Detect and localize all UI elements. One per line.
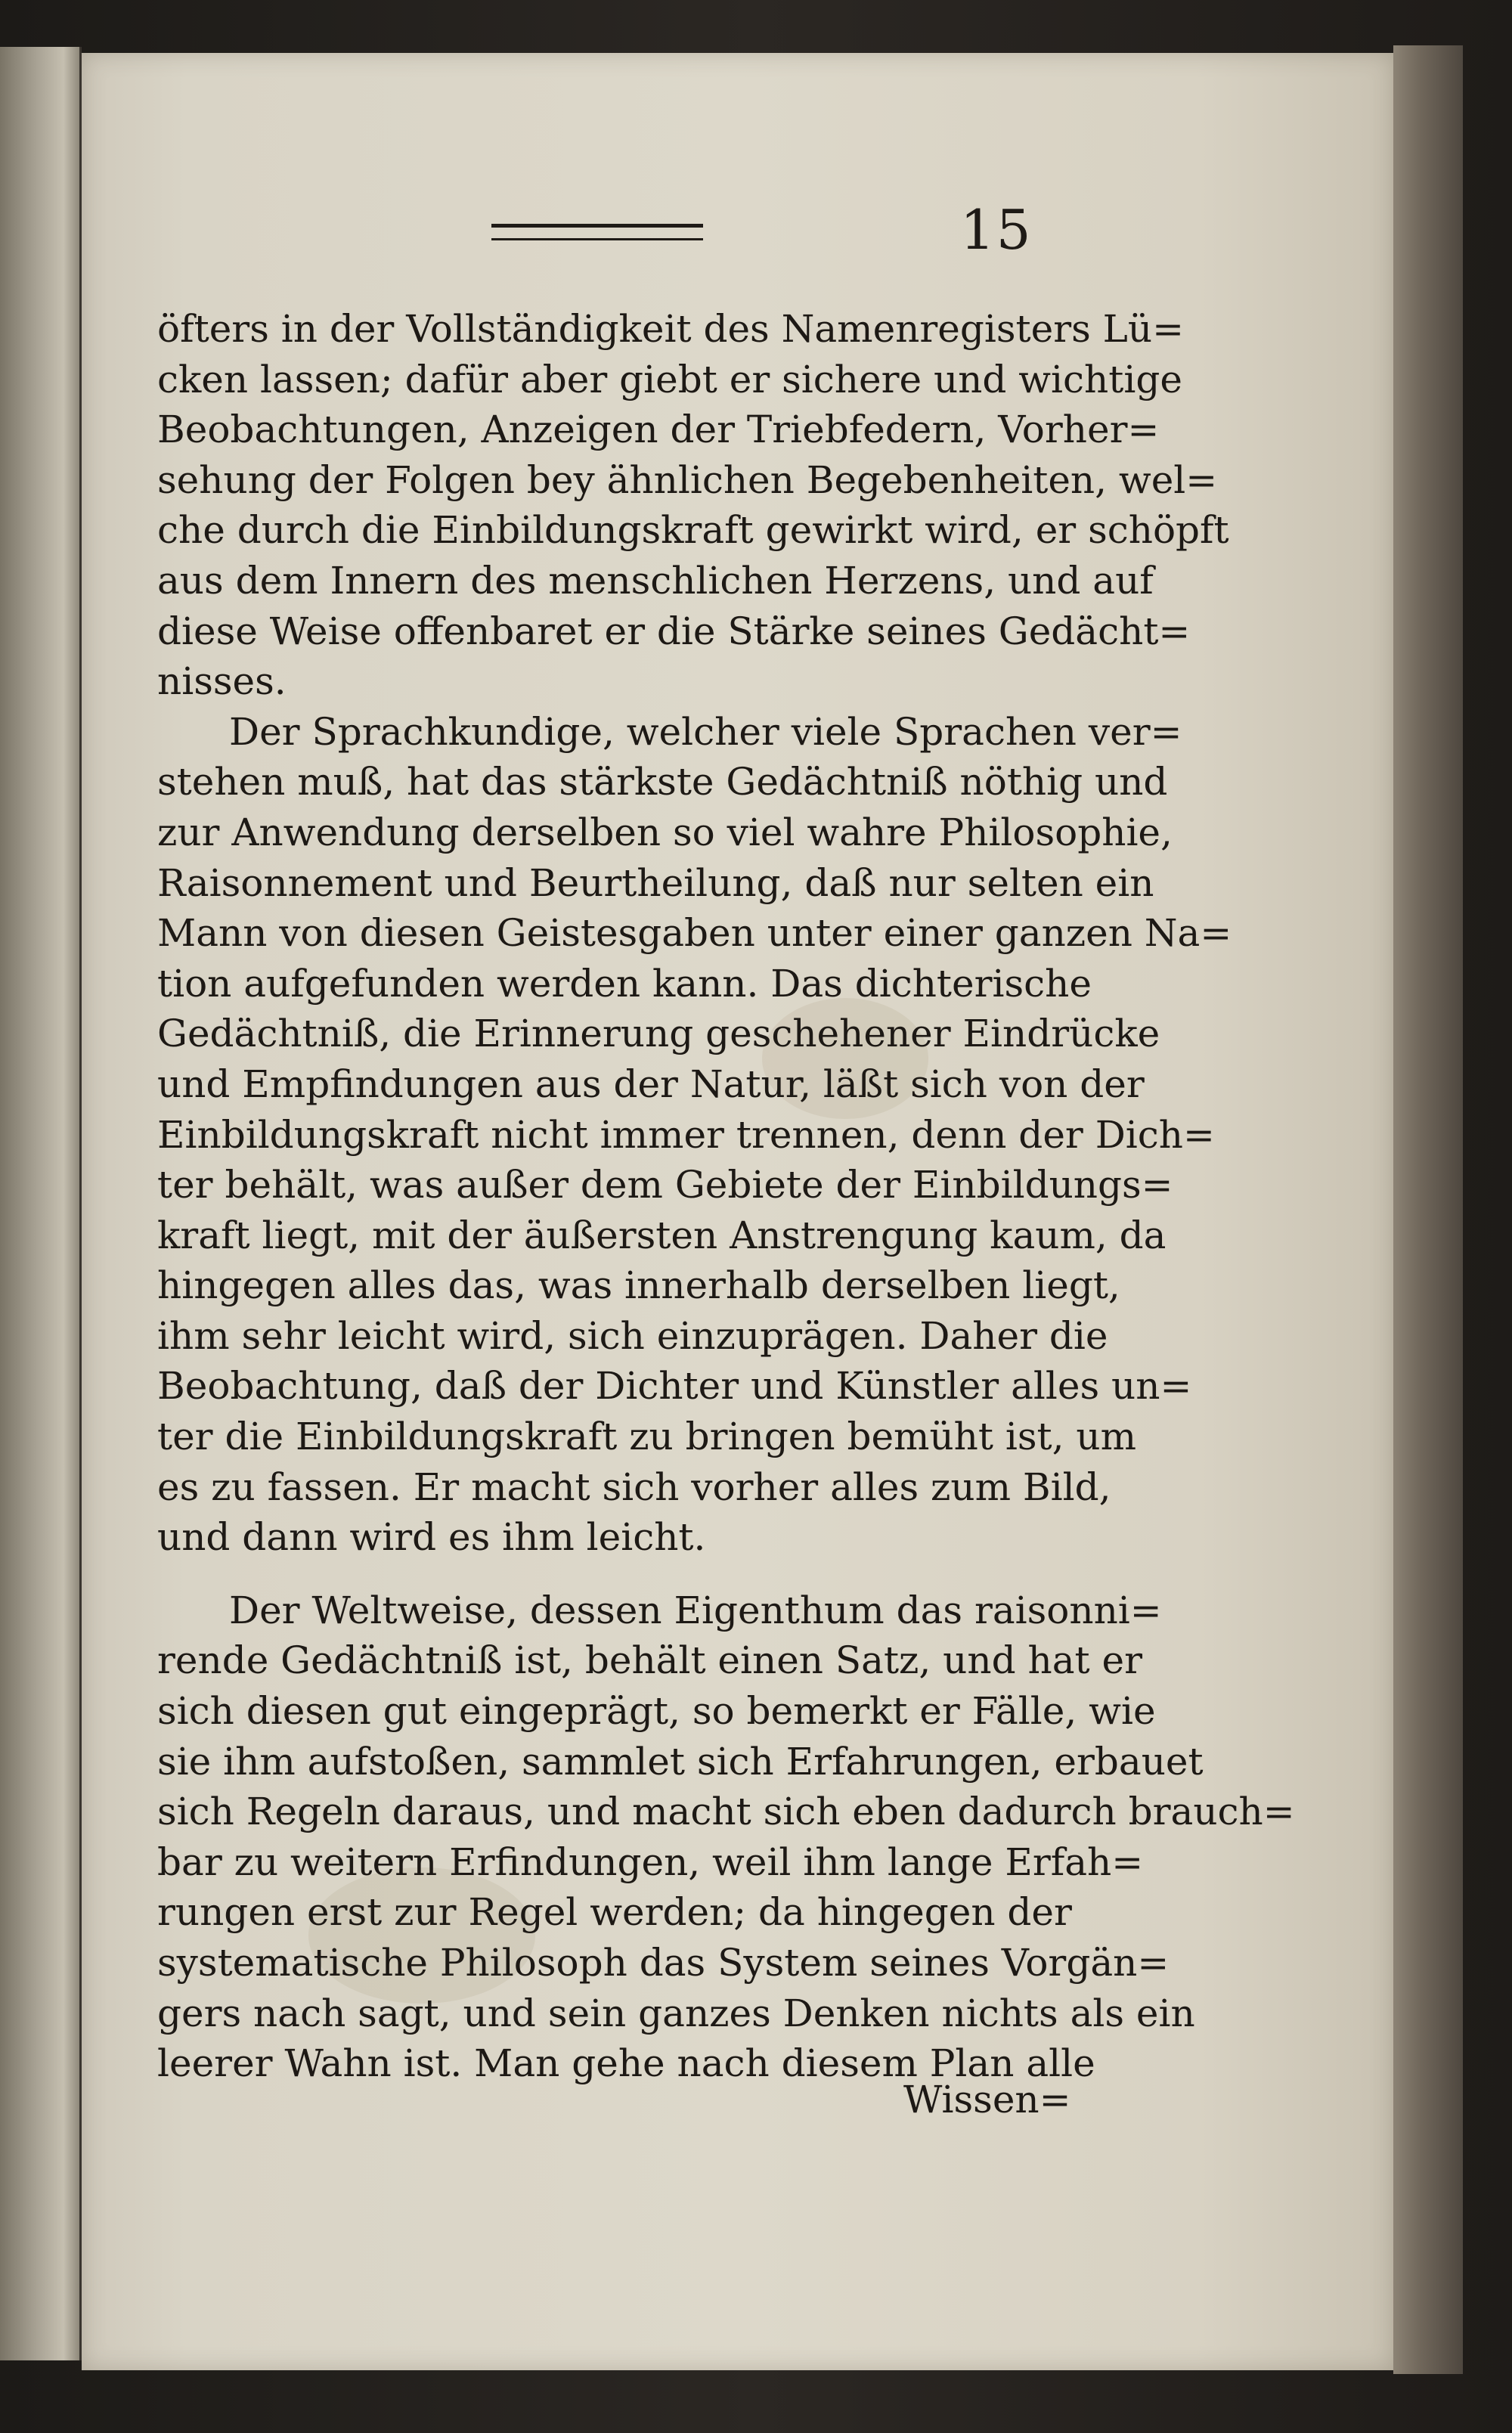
text-line: bar zu weitern Erfindungen, weil ihm lange Erfah=: [157, 1839, 1144, 1884]
text-line: kraft liegt, mit der äußersten Anstrengung kaum, da: [157, 1213, 1167, 1257]
text-line: rungen erst zur Regel werden; da hingegen der: [157, 1890, 1072, 1935]
text-line: und Empfindungen aus der Natur, läßt sich von der: [157, 1062, 1145, 1106]
text-line: Beobachtung, daß der Dichter und Künstler alles un=: [157, 1364, 1192, 1409]
text-line: sie ihm aufstoßen, sammlet sich Erfahrungen, erbauet: [157, 1739, 1204, 1784]
body-text: [157, 304, 1295, 2089]
text-line: Gedächtniß, die Erinnerung geschehener Eindrücke: [157, 1012, 1160, 1056]
text-line: hingegen alles das, was innerhalb derselben liegt,: [157, 1263, 1120, 1308]
text-line: Der Sprachkundige, welcher viele Sprachen ver=: [229, 709, 1182, 754]
page-number: 15: [960, 198, 1033, 262]
text-line: gers nach sagt, und sein ganzes Denken nichts als ein: [157, 1991, 1195, 2035]
text-line: Raisonnement und Beurtheilung, daß nur selten ein: [157, 860, 1154, 905]
text-line: Einbildungskraft nicht immer trennen, denn der Dich=: [157, 1112, 1215, 1157]
text-line: aus dem Innern des menschlichen Herzens, und auf: [157, 558, 1154, 603]
text-line: ter die Einbildungskraft zu bringen bemüht ist, um: [157, 1415, 1136, 1459]
text-line: Beobachtungen, Anzeigen der Triebfedern, Vorher=: [157, 408, 1160, 452]
text-line: sich diesen gut eingeprägt, so bemerkt er Fälle, wie: [157, 1689, 1156, 1734]
facing-page-edge: [0, 47, 82, 2360]
text-line: tion aufgefunden werden kann. Das dichterische: [157, 961, 1092, 1006]
text-line: systematische Philosoph das System seines Vorgän=: [157, 1941, 1170, 1985]
text-line: Der Weltweise, dessen Eigenthum das raisonni=: [229, 1588, 1162, 1632]
text-line: es zu fassen. Er macht sich vorher alles zum Bild,: [157, 1464, 1111, 1509]
text-line: Mann von diesen Geistesgaben unter einer ganzen Na=: [157, 911, 1232, 956]
text-line: zur Anwendung derselben so viel wahre Philosophie,: [157, 810, 1173, 854]
text-line: leerer Wahn ist. Man gehe nach diesem Plan alle: [157, 2041, 1095, 2086]
text-line: nisses.: [157, 659, 287, 704]
text-line: che durch die Einbildungskraft gewirkt wird, er schöpft: [157, 508, 1229, 553]
text-line: öfters in der Vollständigkeit des Namenregisters Lü=: [157, 307, 1184, 351]
text-line: rende Gedächtniß ist, behält einen Satz, und hat er: [157, 1638, 1142, 1683]
text-line: sich Regeln daraus, und macht sich eben dadurch brauch=: [157, 1790, 1295, 1834]
paragraph-gap: [157, 1563, 1046, 1585]
book-fore-edge: [1393, 45, 1463, 2374]
text-line: cken lassen; dafür aber giebt er sichere und wichtige: [157, 357, 1182, 401]
text-line: ter behält, was außer dem Gebiete der Einbildungs=: [157, 1163, 1173, 1207]
text-line: diese Weise offenbaret er die Stärke seines Gedächt=: [157, 609, 1191, 653]
header-rule: [491, 224, 703, 240]
text-line: stehen muß, hat das stärkste Gedächtniß nöthig und: [157, 760, 1168, 804]
catchword: Wissen=: [903, 2078, 1071, 2122]
text-line: sehung der Folgen bey ähnlichen Begebenheiten, wel=: [157, 457, 1218, 502]
text-line: und dann wird es ihm leicht.: [157, 1515, 706, 1560]
text-line: ihm sehr leicht wird, sich einzuprägen. Daher die: [157, 1313, 1108, 1358]
